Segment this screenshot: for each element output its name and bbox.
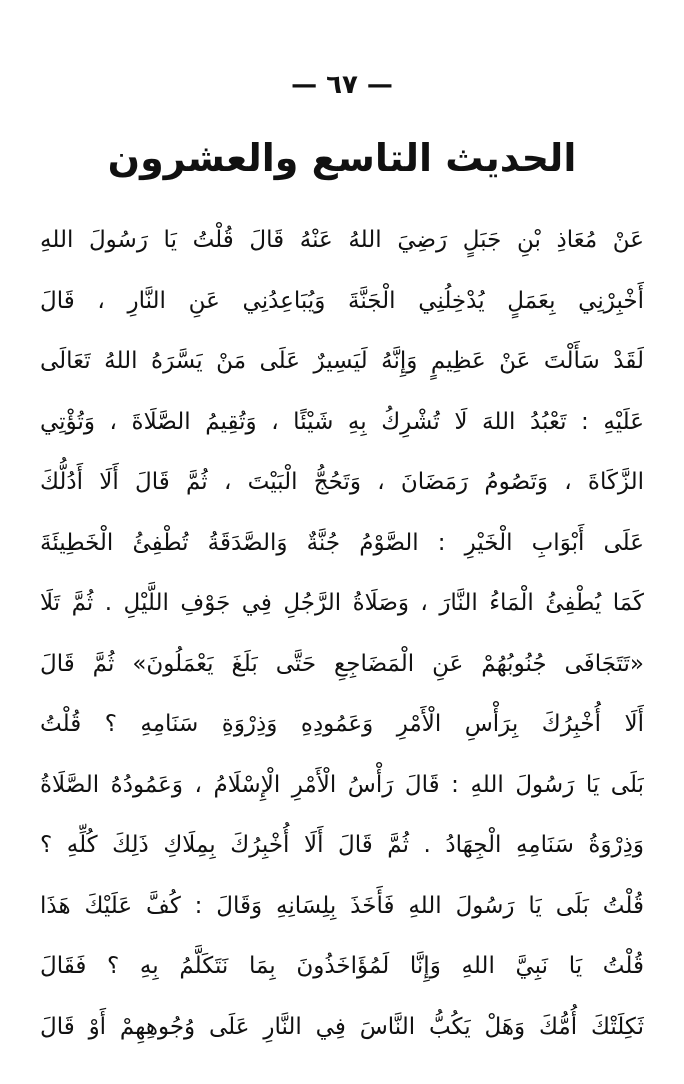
text-line: قُلْتُ بَلَى يَا رَسُولَ اللهِ فَأَخَذَ بِلِسَانِهِ وَقَالَ : كُفَّ عَلَيْكَ هَذَا bbox=[40, 892, 644, 919]
text-line: أَلَا أُخْبِرُكَ بِرَأْسِ الْأَمْرِ وَعَمُودِهِ وَذِرْوَةِ سَنَامِهِ ؟ قُلْتُ bbox=[40, 711, 644, 737]
text-line: كَمَا يُطْفِئُ الْمَاءُ النَّارَ ، وَصَلَاةُ الرَّجُلِ فِي جَوْفِ اللَّيْلِ . ثُمَّ تَلَا bbox=[40, 590, 644, 616]
text-line: أَخْبِرْنِي بِعَمَلٍ يُدْخِلُنِي الْجَنَّةَ وَيُبَاعِدُنِي عَنِ النَّارِ ، قَالَ bbox=[40, 287, 644, 314]
hadith-title: الحديث التاسع والعشرون bbox=[107, 136, 577, 180]
text-line: وَذِرْوَةُ سَنَامِهِ الْجِهَادُ . ثُمَّ قَالَ أَلَا أُخْبِرُكَ بِمِلَاكِ ذَلِكَ كُلِّهِ ؟ bbox=[40, 832, 644, 858]
page-number: — ٦٧ — bbox=[291, 70, 393, 100]
text-line: لَقَدْ سَأَلْتَ عَنْ عَظِيمٍ وَإِنَّهُ لَيَسِيرٌ عَلَى مَنْ يَسَّرَهُ اللهُ تَعَالَى bbox=[40, 348, 644, 374]
text-line: ثَكِلَتْكَ أُمُّكَ وَهَلْ يَكُبُّ النَّاسَ فِي النَّارِ عَلَى وُجُوهِهِمْ أَوْ قَالَ bbox=[40, 1013, 644, 1040]
text-line: «تَتَجَافَى جُنُوبُهُمْ عَنِ الْمَضَاجِعِ حَتَّى بَلَغَ يَعْمَلُونَ» ثُمَّ قَالَ bbox=[40, 650, 644, 677]
text-line: عَلَى أَبْوَابِ الْخَيْرِ : الصَّوْمُ جُنَّةٌ وَالصَّدَقَةُ تُطْفِئُ الْخَطِيئَةَ bbox=[40, 529, 644, 556]
text-line: الزَّكَاةَ ، وَتَصُومُ رَمَضَانَ ، وَتَحُجُّ الْبَيْتَ ، ثُمَّ قَالَ أَلَا أَدُلُّكَ bbox=[40, 469, 644, 495]
text-line: قُلْتُ يَا نَبِيَّ اللهِ وَإِنَّا لَمُؤَاخَذُونَ بِمَا نَتَكَلَّمُ بِهِ ؟ فَقَالَ bbox=[40, 953, 644, 979]
text-line: عَنْ مُعَاذِ بْنِ جَبَلٍ رَضِيَ اللهُ عَنْهُ قَالَ قُلْتُ يَا رَسُولَ اللهِ bbox=[40, 227, 644, 253]
hadith-text bbox=[40, 210, 644, 1057]
text-line: بَلَى يَا رَسُولَ اللهِ : قَالَ رَأْسُ الْأَمْرِ الْإِسْلَامُ ، وَعَمُودُهُ الصَّلَاةُ bbox=[40, 771, 644, 798]
text-line: عَلَيْهِ : تَعْبُدُ اللهَ لَا تُشْرِكُ بِهِ شَيْئًا ، وَتُقِيمُ الصَّلَاةَ ، وَتُؤْتِي bbox=[40, 408, 644, 435]
